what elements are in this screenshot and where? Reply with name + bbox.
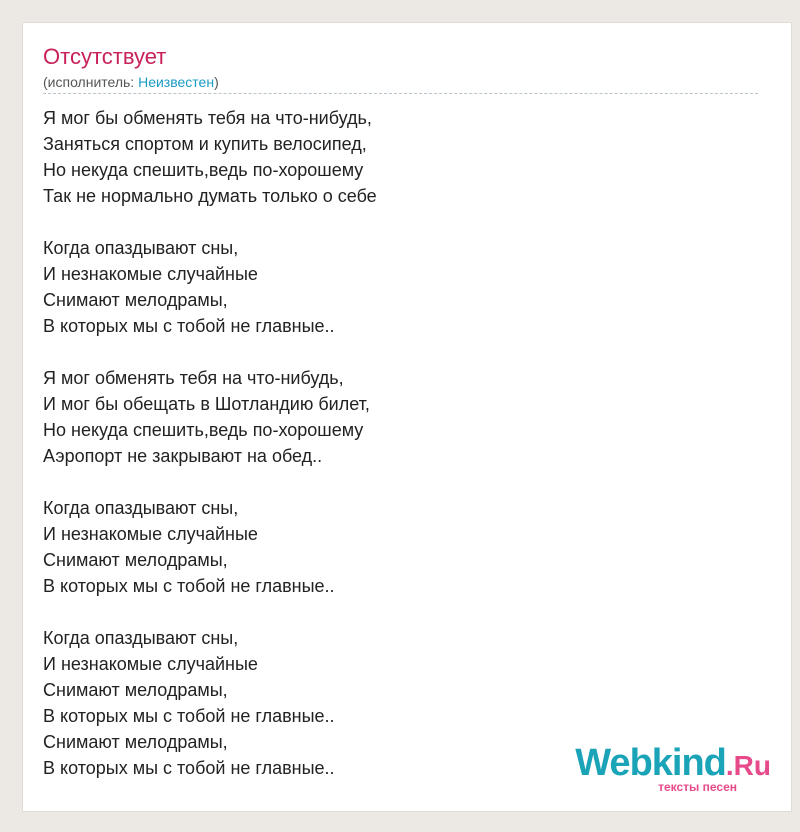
lyric-line: И незнакомые случайные bbox=[43, 524, 258, 544]
logo-tld: .Ru bbox=[725, 750, 771, 781]
lyrics-stanza bbox=[43, 625, 377, 781]
lyrics-stanza bbox=[43, 235, 377, 339]
lyric-line: В которых мы с тобой не главные.. bbox=[43, 576, 335, 596]
lyrics-card bbox=[22, 22, 792, 812]
lyric-line: Аэропорт не закрывают на обед.. bbox=[43, 446, 323, 466]
dashed-divider bbox=[43, 93, 758, 94]
lyric-line: Когда опаздывают сны, bbox=[43, 238, 239, 258]
song-title: Отсутствует bbox=[43, 44, 167, 69]
artist-line bbox=[43, 73, 219, 91]
lyric-line: Снимают мелодрамы, bbox=[43, 680, 228, 700]
lyric-line: Я мог обменять тебя на что-нибудь, bbox=[43, 368, 344, 388]
lyric-line: И незнакомые случайные bbox=[43, 264, 258, 284]
lyric-line: В которых мы с тобой не главные.. bbox=[43, 706, 335, 726]
lyric-line: Заняться спортом и купить велосипед, bbox=[43, 134, 367, 154]
lyrics-stanza bbox=[43, 365, 377, 469]
lyric-line: Так не нормально думать только о себе bbox=[43, 186, 377, 206]
logo-brand: Webkind bbox=[575, 742, 726, 784]
lyric-line: Но некуда спешить,ведь по-хорошему bbox=[43, 160, 364, 180]
lyrics-stanza bbox=[43, 105, 377, 209]
lyric-line: Но некуда спешить,ведь по-хорошему bbox=[43, 420, 364, 440]
lyric-line: Я мог бы обменять тебя на что-нибудь, bbox=[43, 108, 372, 128]
lyric-line: Снимают мелодрамы, bbox=[43, 290, 228, 310]
lyric-line: И мог бы обещать в Шотландию билет, bbox=[43, 394, 370, 414]
logo-tagline: тексты песен bbox=[658, 780, 737, 794]
lyric-line: В которых мы с тобой не главные.. bbox=[43, 316, 335, 336]
lyric-line: Снимают мелодрамы, bbox=[43, 732, 228, 752]
logo-wordmark bbox=[575, 744, 771, 785]
lyric-line: Когда опаздывают сны, bbox=[43, 628, 239, 648]
lyrics-stanza bbox=[43, 495, 377, 599]
site-logo[interactable] bbox=[575, 744, 771, 793]
lyric-line: Снимают мелодрамы, bbox=[43, 550, 228, 570]
artist-suffix: ) bbox=[214, 74, 219, 90]
lyric-line: И незнакомые случайные bbox=[43, 654, 258, 674]
artist-prefix: (исполнитель: bbox=[43, 74, 139, 90]
lyrics-body bbox=[43, 105, 377, 781]
lyric-line: В которых мы с тобой не главные.. bbox=[43, 758, 335, 778]
lyric-line: Когда опаздывают сны, bbox=[43, 498, 239, 518]
artist-link[interactable]: Неизвестен bbox=[138, 74, 215, 90]
